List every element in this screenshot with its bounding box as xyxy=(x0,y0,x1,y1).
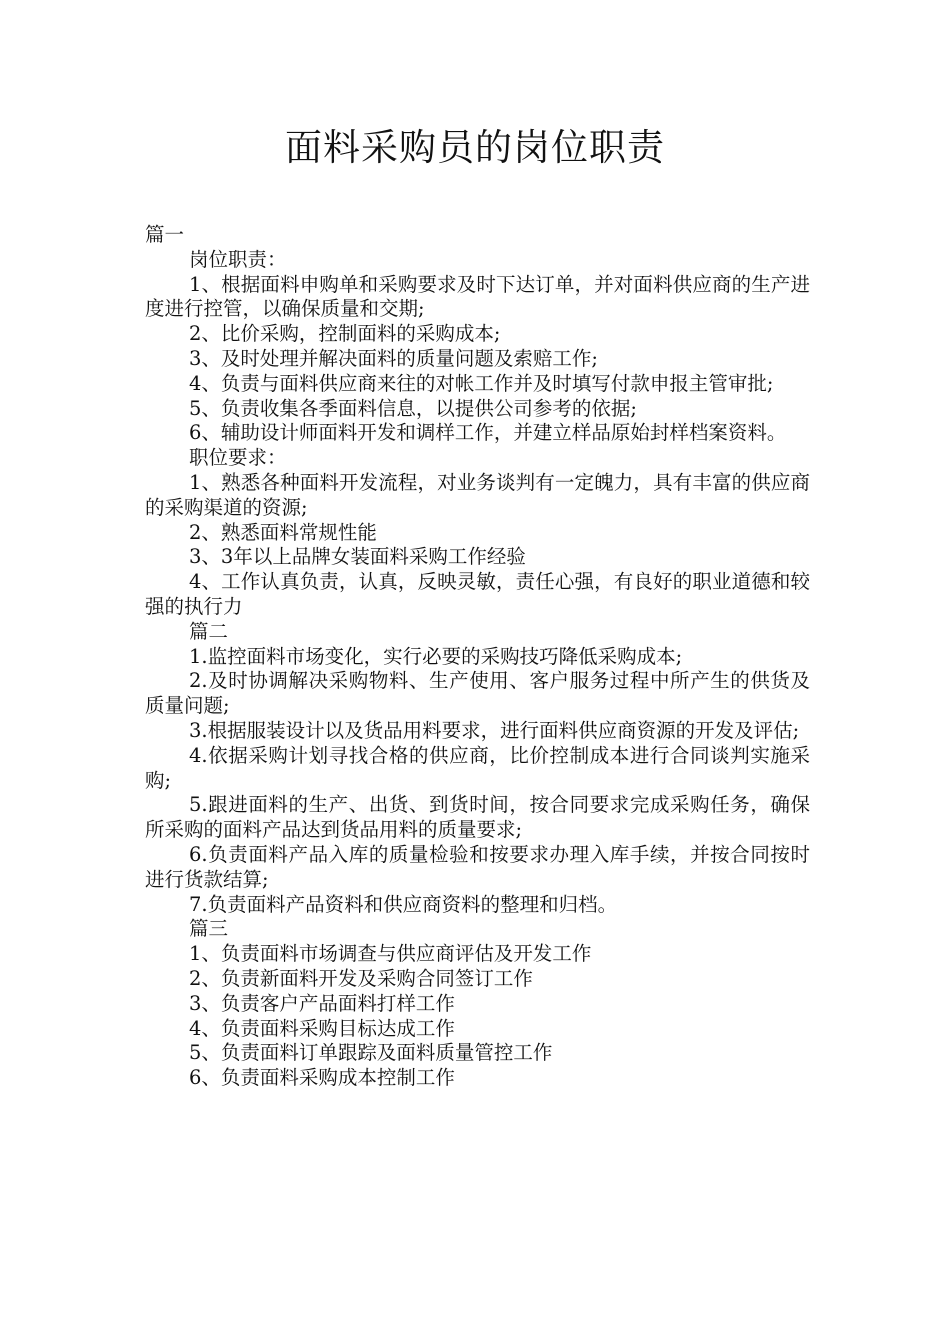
paragraph: 岗位职责： xyxy=(189,247,287,271)
paragraph: 1、负责面料市场调查与供应商评估及开发工作 xyxy=(189,942,592,966)
paragraph: 2、比价采购，控制面料的采购成本; xyxy=(189,322,501,346)
paragraph: 1.监控面料市场变化，实行必要的采购技巧降低采购成本; xyxy=(189,644,683,668)
paragraph: 7.负责面料产品资料和供应商资料的整理和归档。 xyxy=(189,892,618,916)
paragraph: 5、负责收集各季面料信息，以提供公司参考的依据; xyxy=(189,396,637,420)
paragraph: 1、根据面料申购单和采购要求及时下达订单，并对面料供应商的生产进度进行控管，以确保质量和交期; xyxy=(145,272,810,321)
paragraph: 2.及时协调解决采购物料、生产使用、客户服务过程中所产生的供货及质量问题; xyxy=(145,669,810,718)
paragraph: 6、负责面料采购成本控制工作 xyxy=(189,1066,455,1090)
paragraph: 3.根据服装设计以及货品用料要求，进行面料供应商资源的开发及评估; xyxy=(189,718,800,742)
paragraph: 4.依据采购计划寻找合格的供应商，比价控制成本进行合同谈判实施采购; xyxy=(145,743,810,792)
paragraph: 2、负责新面料开发及采购合同签订工作 xyxy=(189,966,533,990)
paragraph: 4、负责面料采购目标达成工作 xyxy=(189,1016,455,1040)
paragraph: 6.负责面料产品入库的质量检验和按要求办理入库手续，并按合同按时进行货款结算; xyxy=(145,842,810,891)
paragraph: 2、熟悉面料常规性能 xyxy=(189,520,377,544)
paragraph: 职位要求： xyxy=(189,446,287,470)
paragraph: 篇一 xyxy=(145,223,185,246)
paragraph: 3、负责客户产品面料打样工作 xyxy=(189,991,455,1015)
paragraph: 4、负责与面料供应商来往的对帐工作并及时填写付款申报主管审批; xyxy=(189,371,774,395)
paragraph: 篇二 xyxy=(189,619,229,643)
paragraph: 6、辅助设计师面料开发和调样工作，并建立样品原始封样档案资料。 xyxy=(189,421,787,445)
paragraph: 5、负责面料订单跟踪及面料质量管控工作 xyxy=(189,1041,553,1065)
document-body xyxy=(145,223,810,1091)
document-title: 面料采购员的岗位职责 xyxy=(285,126,665,169)
paragraph: 4、工作认真负责，认真，反映灵敏，责任心强，有良好的职业道德和较强的执行力 xyxy=(145,570,810,618)
paragraph: 篇三 xyxy=(189,917,229,941)
paragraph: 5.跟进面料的生产、出货、到货时间，按合同要求完成采购任务，确保所采购的面料产品达到货品用料的质量要求; xyxy=(145,793,810,842)
paragraph: 1、熟悉各种面料开发流程，对业务谈判有一定魄力，具有丰富的供应商的采购渠道的资源; xyxy=(145,470,810,519)
paragraph: 3、3年以上品牌女装面料采购工作经验 xyxy=(189,545,526,569)
paragraph: 3、及时处理并解决面料的质量问题及索赔工作; xyxy=(189,346,598,370)
